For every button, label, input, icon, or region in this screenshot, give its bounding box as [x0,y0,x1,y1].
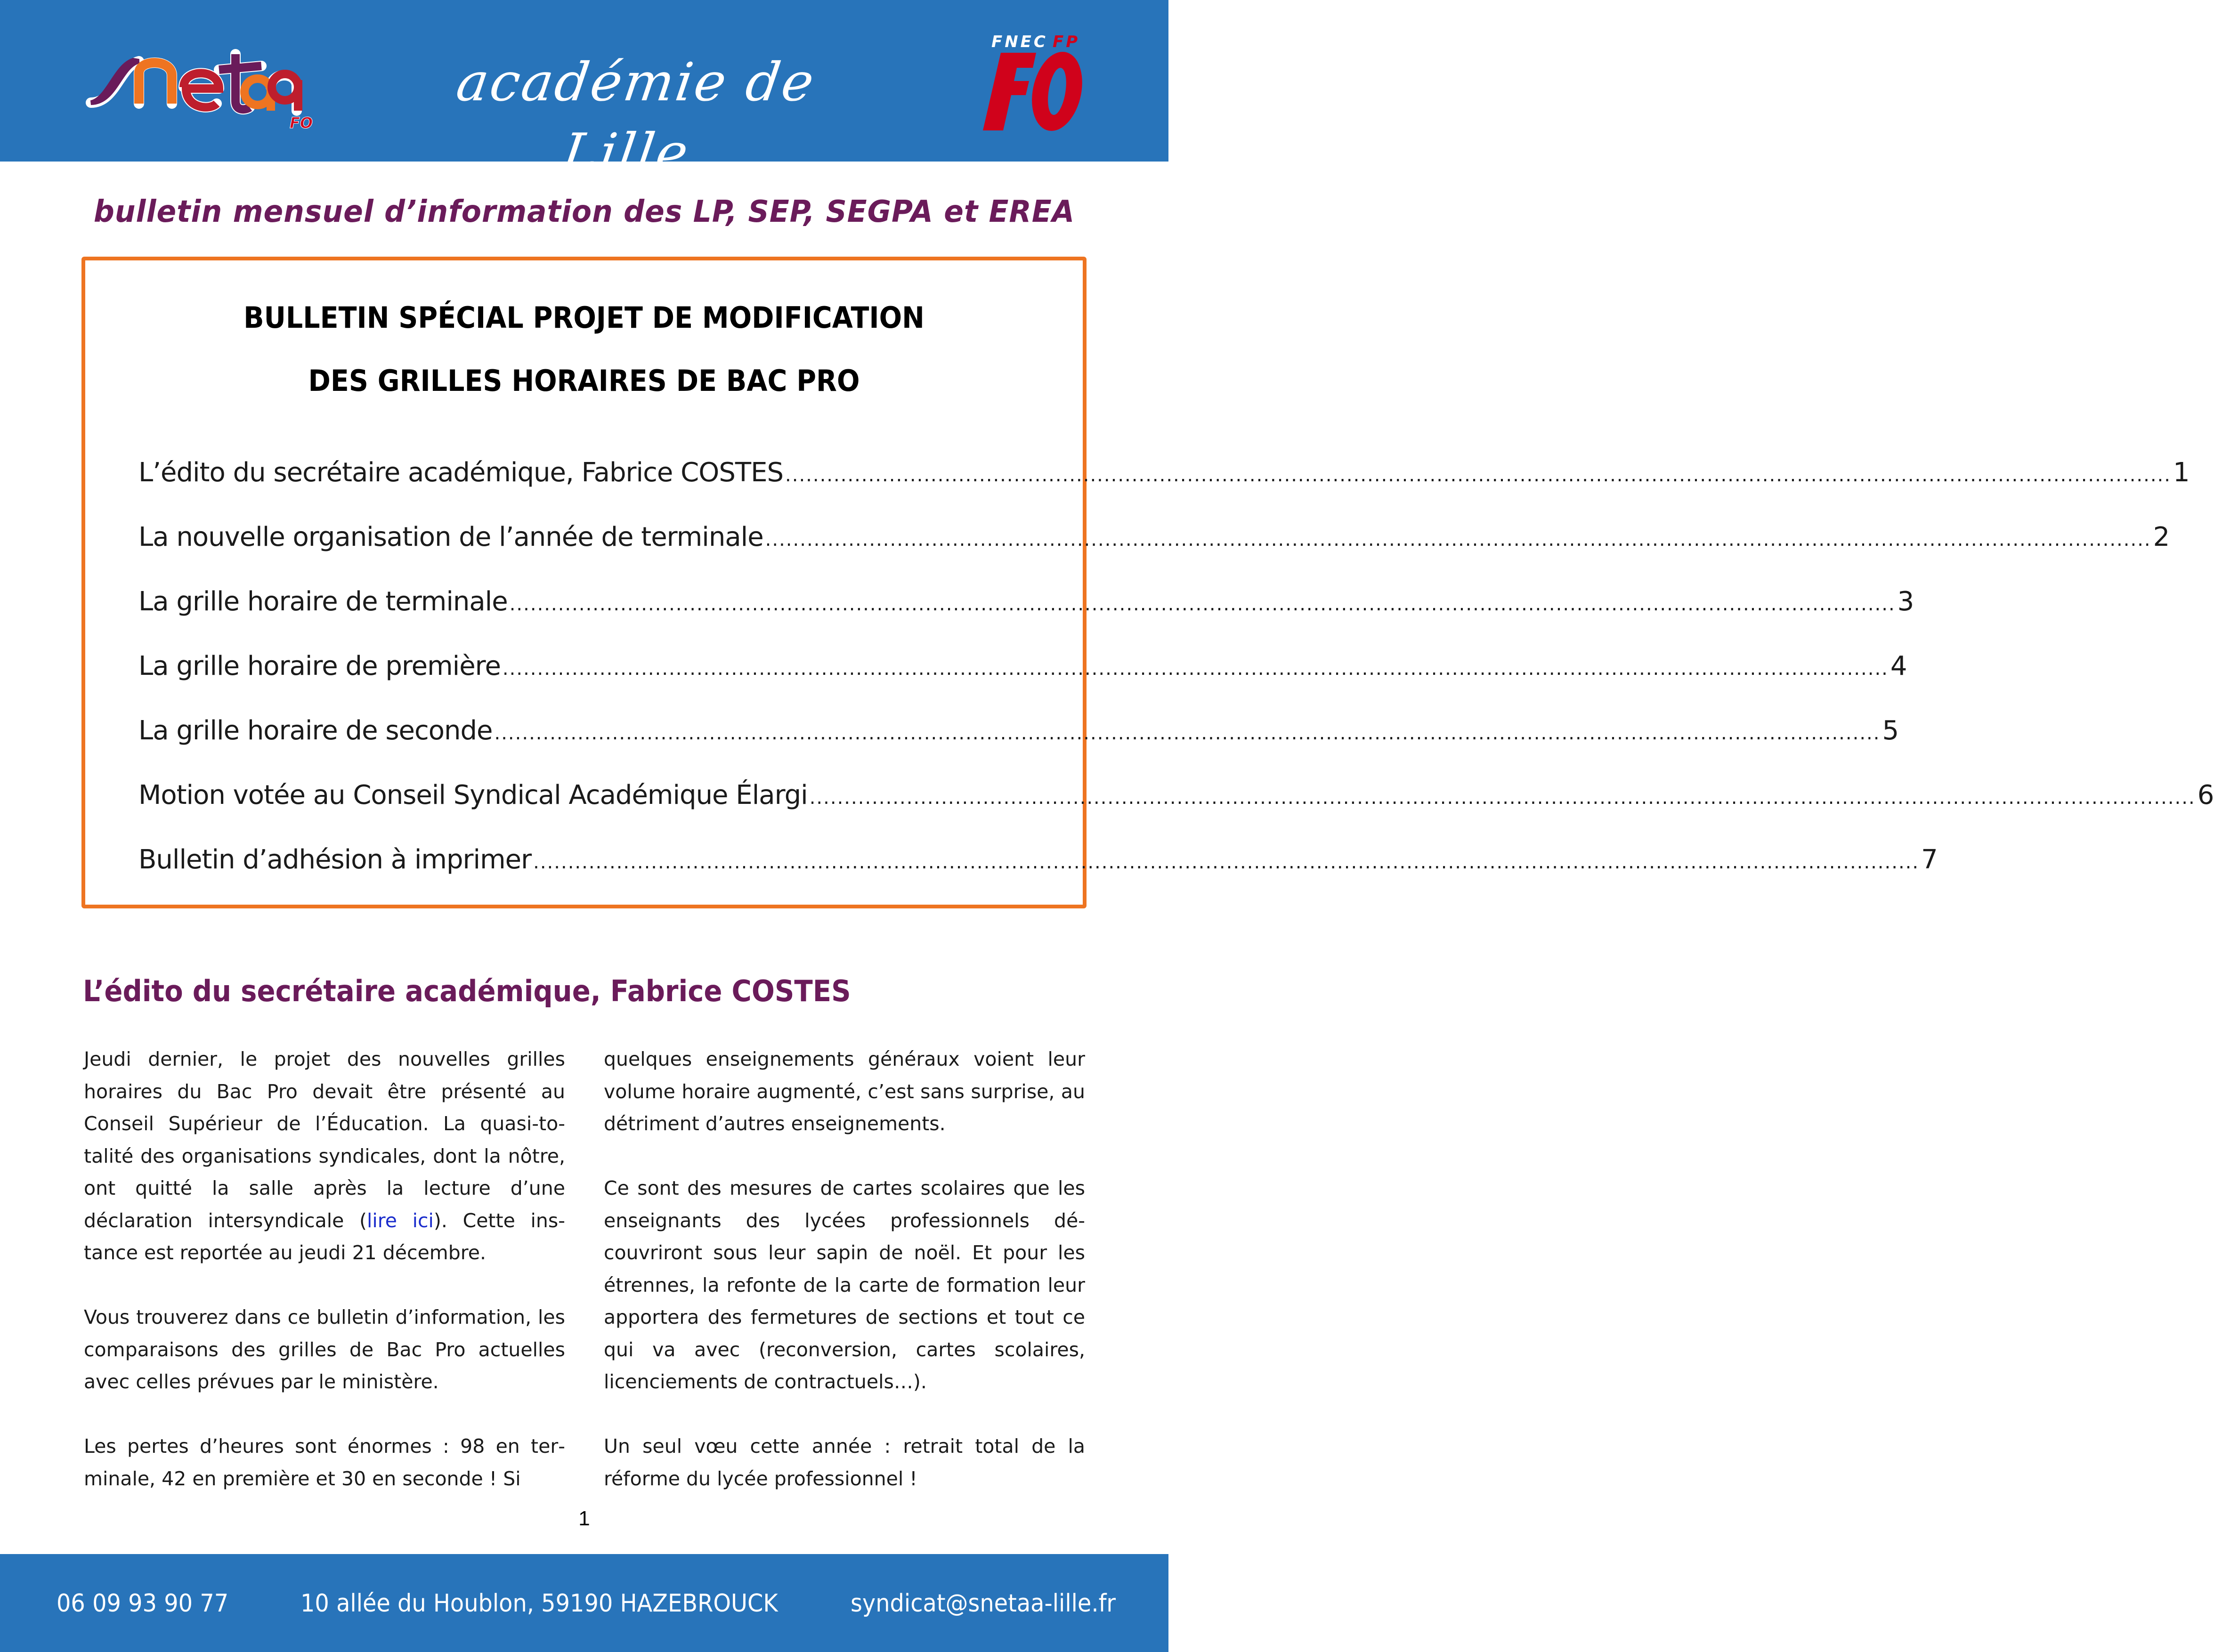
edito-paragraph-5: Un seul vœu cette année : retrait total de la réforme du lycée professionnel ! [604,1435,1085,1490]
toc-item-page: 3 [1897,586,1914,617]
toc-item-label: Bulletin d’adhésion à imprimer [138,844,532,875]
footer-address: 10 allée du Houblon, 59190 HAZEBROUCK [300,1589,778,1618]
toc-item-page: 7 [1921,844,1938,875]
toc-item[interactable] [138,457,2190,522]
toc-dot-leader [510,593,1896,615]
toc-item-label: Motion votée au Conseil Syndical Académique Élargi [138,780,808,810]
toc-item[interactable] [138,844,1938,909]
toc-title-line-1: BULLETIN SPÉCIAL PROJET DE MODIFICATION [243,300,925,335]
toc-dot-leader [785,464,2171,486]
edito-column-right [604,1043,1085,1495]
toc-item[interactable] [138,586,1914,651]
toc-dot-leader [503,658,1889,680]
toc-item-label: La grille horaire de seconde [138,715,493,746]
toc-item-label: L’édito du secrétaire académique, Fabrice COSTES [138,457,784,488]
edito-paragraph-1 [84,1043,565,1269]
toc-item[interactable] [138,651,1907,715]
edito-paragraph-2: Vous trouverez dans ce bulletin d’information, les comparaisons des grilles de Bac Pro actuelles avec celles prévues par le ministère. [84,1306,565,1393]
edito-p1-text-b: ). Cette instance est reportée au jeudi 21 décembre. [84,1209,565,1264]
fnec-fp-fo-logo [982,29,1086,133]
toc-item[interactable] [138,522,2170,586]
edito-p1-text-a: Jeudi dernier, le projet des nouvelles grilles horaires du Bac Pro devait être présenté au Conseil Supérieur de l’Éducation. La quasi-totalité des organisations syndicales, dont la nôtre, ont quitté la salle après la lecture d’une déclaration intersyndicale ( [84,1048,565,1232]
svg-text:FNEC: FNEC [991,32,1048,51]
table-of-contents-box [81,257,2214,908]
page-number: 1 [578,1507,590,1530]
toc-item-page: 2 [2153,522,2170,552]
edito-heading: L’édito du secrétaire académique, Fabrice COSTES [83,974,851,1008]
header-band [0,0,1168,184]
toc-list [138,457,2214,909]
toc-item-label: La nouvelle organisation de l’année de terminale [138,522,763,552]
toc-dot-leader [765,529,2151,551]
footer-band [0,1554,1168,1652]
edito-paragraph-4: Ce sont des mesures de cartes scolaires que les enseignants des lycées professionnels découvriront sous leur sapin de noël. Et pour les étrennes, la refonte de la carte de formation leur apportera des fermetures de sections et tout ce qui va avec (reconversion, cartes scolaires, licenciements de contractuels…). [604,1177,1085,1393]
toc-item[interactable] [138,780,2214,844]
lire-ici-link[interactable]: lire ici [366,1209,434,1232]
toc-item-page: 6 [2197,780,2214,810]
footer-email[interactable]: syndicat@snetaa-lille.fr [851,1589,1116,1618]
toc-item-label: La grille horaire de terminale [138,586,508,617]
edito-column-left [84,1043,565,1495]
toc-item-page: 4 [1890,651,1907,681]
toc-item-page: 5 [1882,715,1899,746]
edito-paragraph-3-continued: quelques enseignements généraux voient leur volume horaire augmenté, c’est sans surprise, au détriment d’autres enseignements. [604,1048,1085,1135]
toc-item-page: 1 [2173,457,2190,488]
snetaa-fo-logo [82,47,313,132]
toc-item-label: La grille horaire de première [138,651,501,681]
edito-paragraph-3: Les pertes d’heures sont énormes : 98 en terminale, 42 en première et 30 en seconde ! Si [84,1435,565,1490]
academie-title: académie de Lille [453,52,819,184]
svg-text:FP: FP [1053,32,1080,51]
bulletin-subtitle: bulletin mensuel d’information des LP, SEP, SEGPA et EREA [93,194,1075,229]
footer-phone[interactable]: 06 09 93 90 77 [57,1589,229,1618]
toc-item[interactable] [138,715,1899,780]
toc-title-line-2: DES GRILLES HORAIRES DE BAC PRO [308,364,860,398]
toc-dot-leader [495,722,1881,744]
snetaa-fo-subtext: FO [290,114,313,132]
toc-dot-leader [533,851,1919,873]
toc-dot-leader [810,787,2196,809]
